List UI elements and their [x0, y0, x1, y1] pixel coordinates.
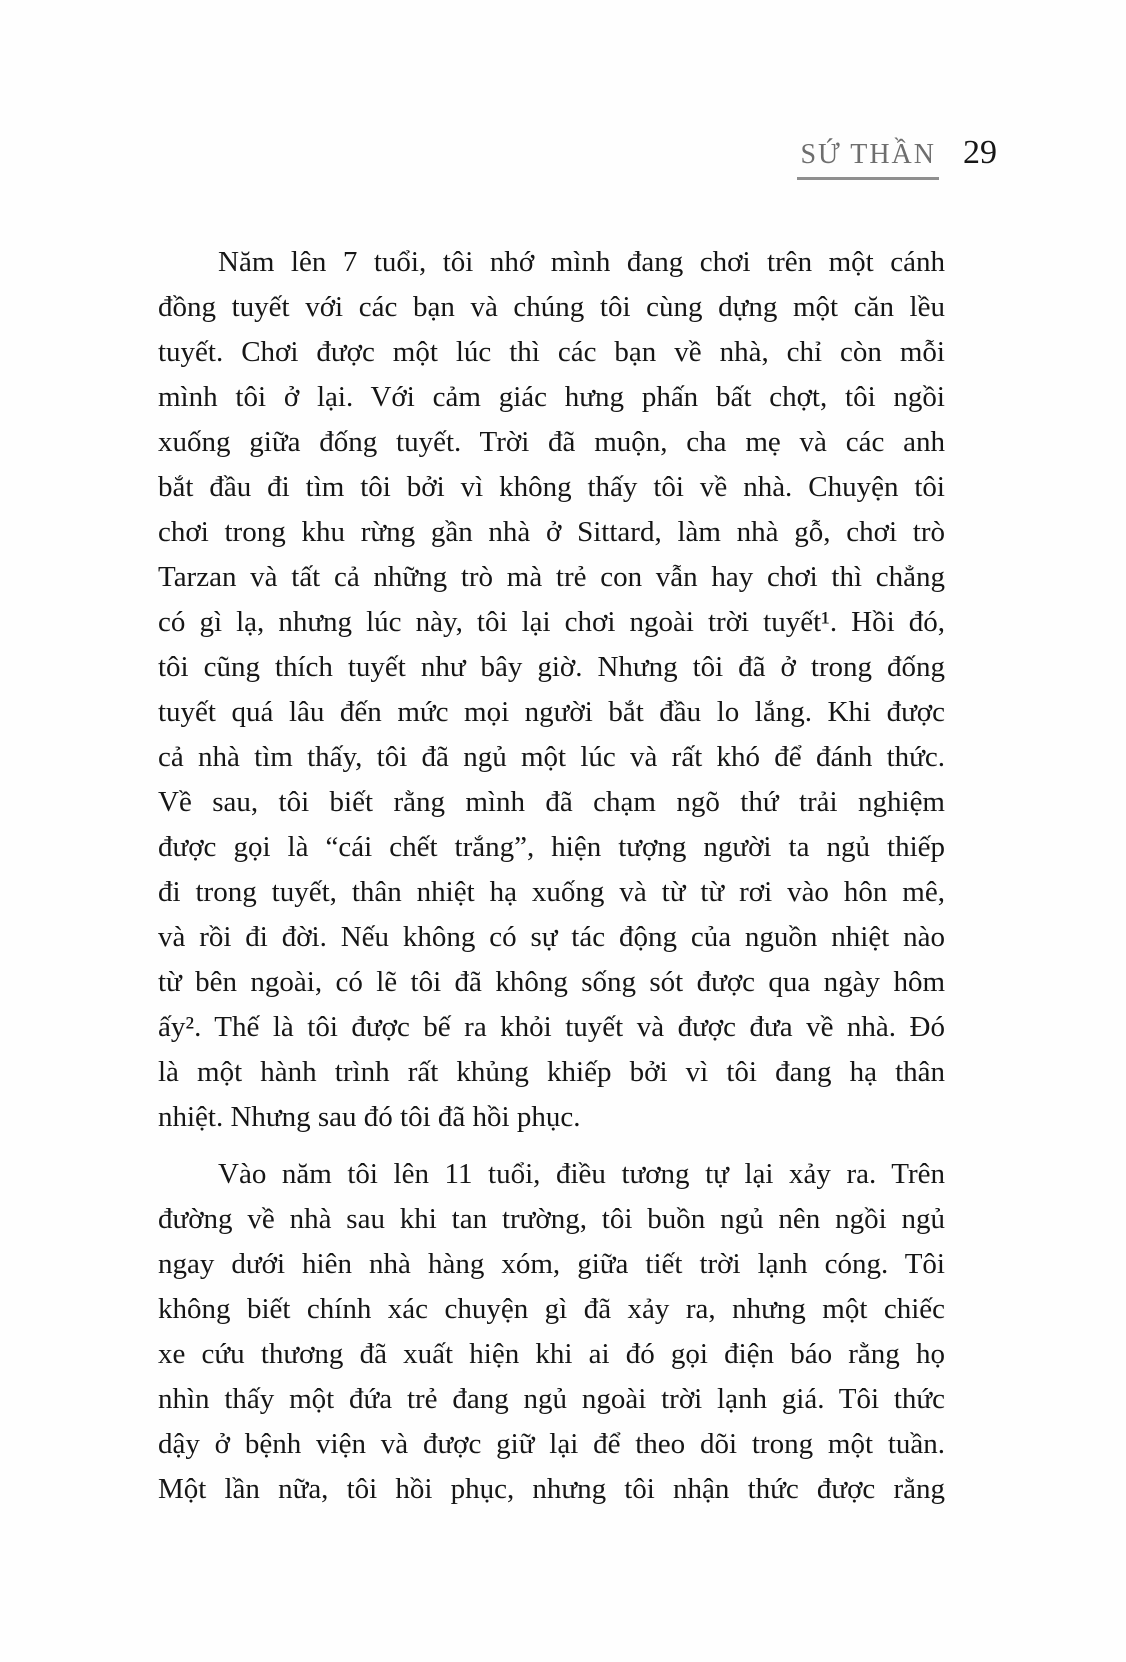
text-line: đồng tuyết với các bạn và chúng tôi cùng dựng một căn lều [158, 291, 945, 323]
text-line: xe cứu thương đã xuất hiện khi ai đó gọi điện báo rằng họ [158, 1338, 945, 1370]
paragraph-2 [158, 1152, 945, 1512]
text-line: ngay dưới hiên nhà hàng xóm, giữa tiết trời lạnh cóng. Tôi [158, 1248, 945, 1280]
running-title: SỨ THẦN [797, 139, 939, 180]
page-number: 29 [963, 134, 997, 171]
text-line: cả nhà tìm thấy, tôi đã ngủ một lúc và rất khó để đánh thức. [158, 741, 945, 773]
text-line: tuyết quá lâu đến mức mọi người bắt đầu lo lắng. Khi được [158, 696, 945, 728]
text-line: tuyết. Chơi được một lúc thì các bạn về nhà, chỉ còn mỗi [158, 336, 945, 368]
text-line: từ bên ngoài, có lẽ tôi đã không sống sót được qua ngày hôm [158, 966, 945, 998]
page-header [158, 134, 997, 180]
text-line: nhìn thấy một đứa trẻ đang ngủ ngoài trời lạnh giá. Tôi thức [158, 1383, 945, 1415]
text-line: tôi cũng thích tuyết như bây giờ. Nhưng tôi đã ở trong đống [158, 651, 945, 683]
text-line: Tarzan và tất cả những trò mà trẻ con vẫn hay chơi thì chẳng [158, 561, 945, 593]
text-line: Về sau, tôi biết rằng mình đã chạm ngõ thứ trải nghiệm [158, 786, 945, 818]
text-line: đi trong tuyết, thân nhiệt hạ xuống và từ từ rơi vào hôn mê, [158, 876, 945, 908]
text-line: có gì lạ, nhưng lúc này, tôi lại chơi ngoài trời tuyết¹. Hồi đó, [158, 606, 945, 638]
text-line: không biết chính xác chuyện gì đã xảy ra, nhưng một chiếc [158, 1293, 945, 1325]
text-line: và rồi đi đời. Nếu không có sự tác động của nguồn nhiệt nào [158, 921, 945, 953]
text-line: dậy ở bệnh viện và được giữ lại để theo dõi trong một tuần. [158, 1428, 945, 1460]
text-line: bắt đầu đi tìm tôi bởi vì không thấy tôi về nhà. Chuyện tôi [158, 471, 945, 503]
text-line: được gọi là “cái chết trắng”, hiện tượng người ta ngủ thiếp [158, 831, 945, 863]
text-line: đường về nhà sau khi tan trường, tôi buồn ngủ nên ngồi ngủ [158, 1203, 945, 1235]
text-line: chơi trong khu rừng gần nhà ở Sittard, làm nhà gỗ, chơi trò [158, 516, 945, 548]
text-line: Vào năm tôi lên 11 tuổi, điều tương tự lại xảy ra. Trên [218, 1158, 945, 1190]
text-line: Một lần nữa, tôi hồi phục, nhưng tôi nhận thức được rằng [158, 1473, 945, 1505]
text-line: là một hành trình rất khủng khiếp bởi vì tôi đang hạ thân [158, 1056, 945, 1088]
text-line: xuống giữa đống tuyết. Trời đã muộn, cha mẹ và các anh [158, 426, 945, 458]
text-line: mình tôi ở lại. Với cảm giác hưng phấn bất chợt, tôi ngồi [158, 381, 945, 413]
paragraph-1 [158, 240, 945, 1140]
body-text [158, 240, 945, 1512]
text-line: nhiệt. Nhưng sau đó tôi đã hồi phục. [158, 1101, 581, 1133]
text-line: Năm lên 7 tuổi, tôi nhớ mình đang chơi trên một cánh [218, 246, 945, 278]
text-line: ấy². Thế là tôi được bế ra khỏi tuyết và được đưa về nhà. Đó [158, 1011, 945, 1043]
